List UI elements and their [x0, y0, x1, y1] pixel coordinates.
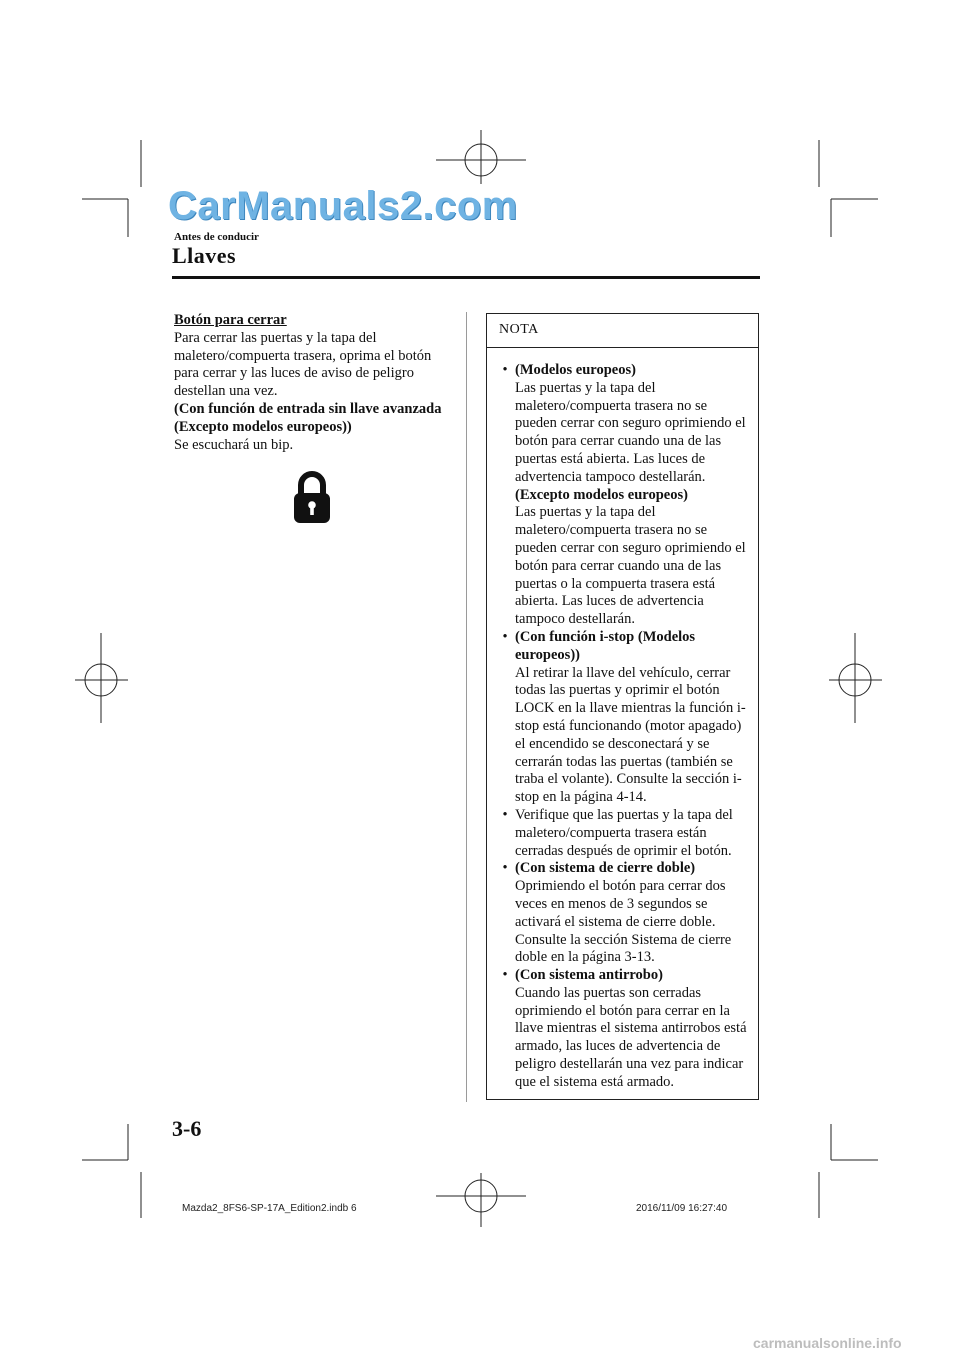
note-item-heading: (Excepto modelos europeos): [515, 486, 688, 503]
body-paragraph: Para cerrar las puertas y la tapa del maletero/compuerta trasera, oprima el botón para cerrar y las luces de aviso de peligro destellan una vez.: [174, 329, 432, 400]
note-item: [495, 362, 752, 629]
condition-heading: (Con función de entrada sin llave avanzada (Excepto modelos europeos)): [174, 400, 442, 435]
note-item-heading: (Modelos europeos): [515, 362, 636, 378]
note-item-text: Las puertas y la tapa del maletero/compuerta trasera no se pueden cerrar con seguro oprimiendo el botón para cerrar cuando una de las puertas o la compuerta trasera está abierta. Las luces de advertencia tampoco destellarán.: [515, 504, 746, 628]
note-body: [487, 348, 758, 1092]
padlock-icon: [292, 470, 332, 524]
footer-timestamp: 2016/11/09 16:27:40: [636, 1203, 728, 1214]
note-item-heading: (Con sistema de cierre doble): [515, 860, 696, 877]
header-rule: [172, 276, 760, 279]
note-title: NOTA: [487, 314, 758, 348]
note-item-text: Verifique que las puertas y la tapa del maletero/compuerta trasera están cerradas después de oprimir el botón.: [515, 806, 733, 859]
note-item: [495, 629, 752, 807]
note-item-text: Oprimiendo el botón para cerrar dos veces en menos de 3 segundos se activará el sistema de cierre doble. Consulte la sección Sistema de cierre doble en la página 3-13.: [515, 878, 732, 966]
chapter-title: Llaves: [172, 243, 237, 268]
watermark-logo: CarManuals2.com: [168, 184, 518, 228]
note-item-heading: (Con sistema antirrobo): [515, 967, 663, 984]
bullet: •: [502, 967, 508, 984]
note-item: [495, 967, 752, 1092]
note-item-text: Las puertas y la tapa del maletero/compuerta trasera no se pueden cerrar con seguro oprimiendo el botón para cerrar cuando una de las puertas está abierta. Las luces de advertencia tampoco destellarán.: [515, 379, 746, 485]
left-column: [174, 312, 450, 454]
page-number: 3-6: [172, 1116, 202, 1141]
beep-text: Se escuchará un bip.: [174, 436, 294, 453]
note-item: [495, 807, 752, 860]
note-item-heading: (Con función i-stop (Modelos europeos)): [515, 628, 696, 663]
subsection-heading: Botón para cerrar: [174, 312, 287, 328]
footer-filename: Mazda2_8FS6-SP-17A_Edition2.indb 6: [182, 1203, 357, 1214]
bullet: •: [502, 860, 508, 877]
note-box: [486, 313, 759, 1100]
footer-brand: carmanualsonline.info: [753, 1335, 902, 1351]
bullet: •: [502, 628, 508, 645]
note-item-text: Cuando las puertas son cerradas oprimiendo el botón para cerrar en la llave mientras el sistema antirrobos está armado, las luces de advertencia de peligro destellarán una vez para indicar que el sistema está armado.: [515, 984, 747, 1090]
section-label: Antes de conducir: [174, 231, 259, 243]
column-divider: [466, 312, 467, 1102]
note-item: [495, 860, 752, 967]
bullet: •: [502, 806, 508, 823]
bullet: •: [502, 362, 508, 378]
note-item-text: Al retirar la llave del vehículo, cerrar todas las puertas y oprimir el botón LOCK en la llave mientras la función i-stop está funcionando (motor apagado) el encendido se desconectará y se cerrarán todas las puertas (también se traba el volante). Consulte la sección i-stop en la página 4-14.: [515, 664, 746, 806]
